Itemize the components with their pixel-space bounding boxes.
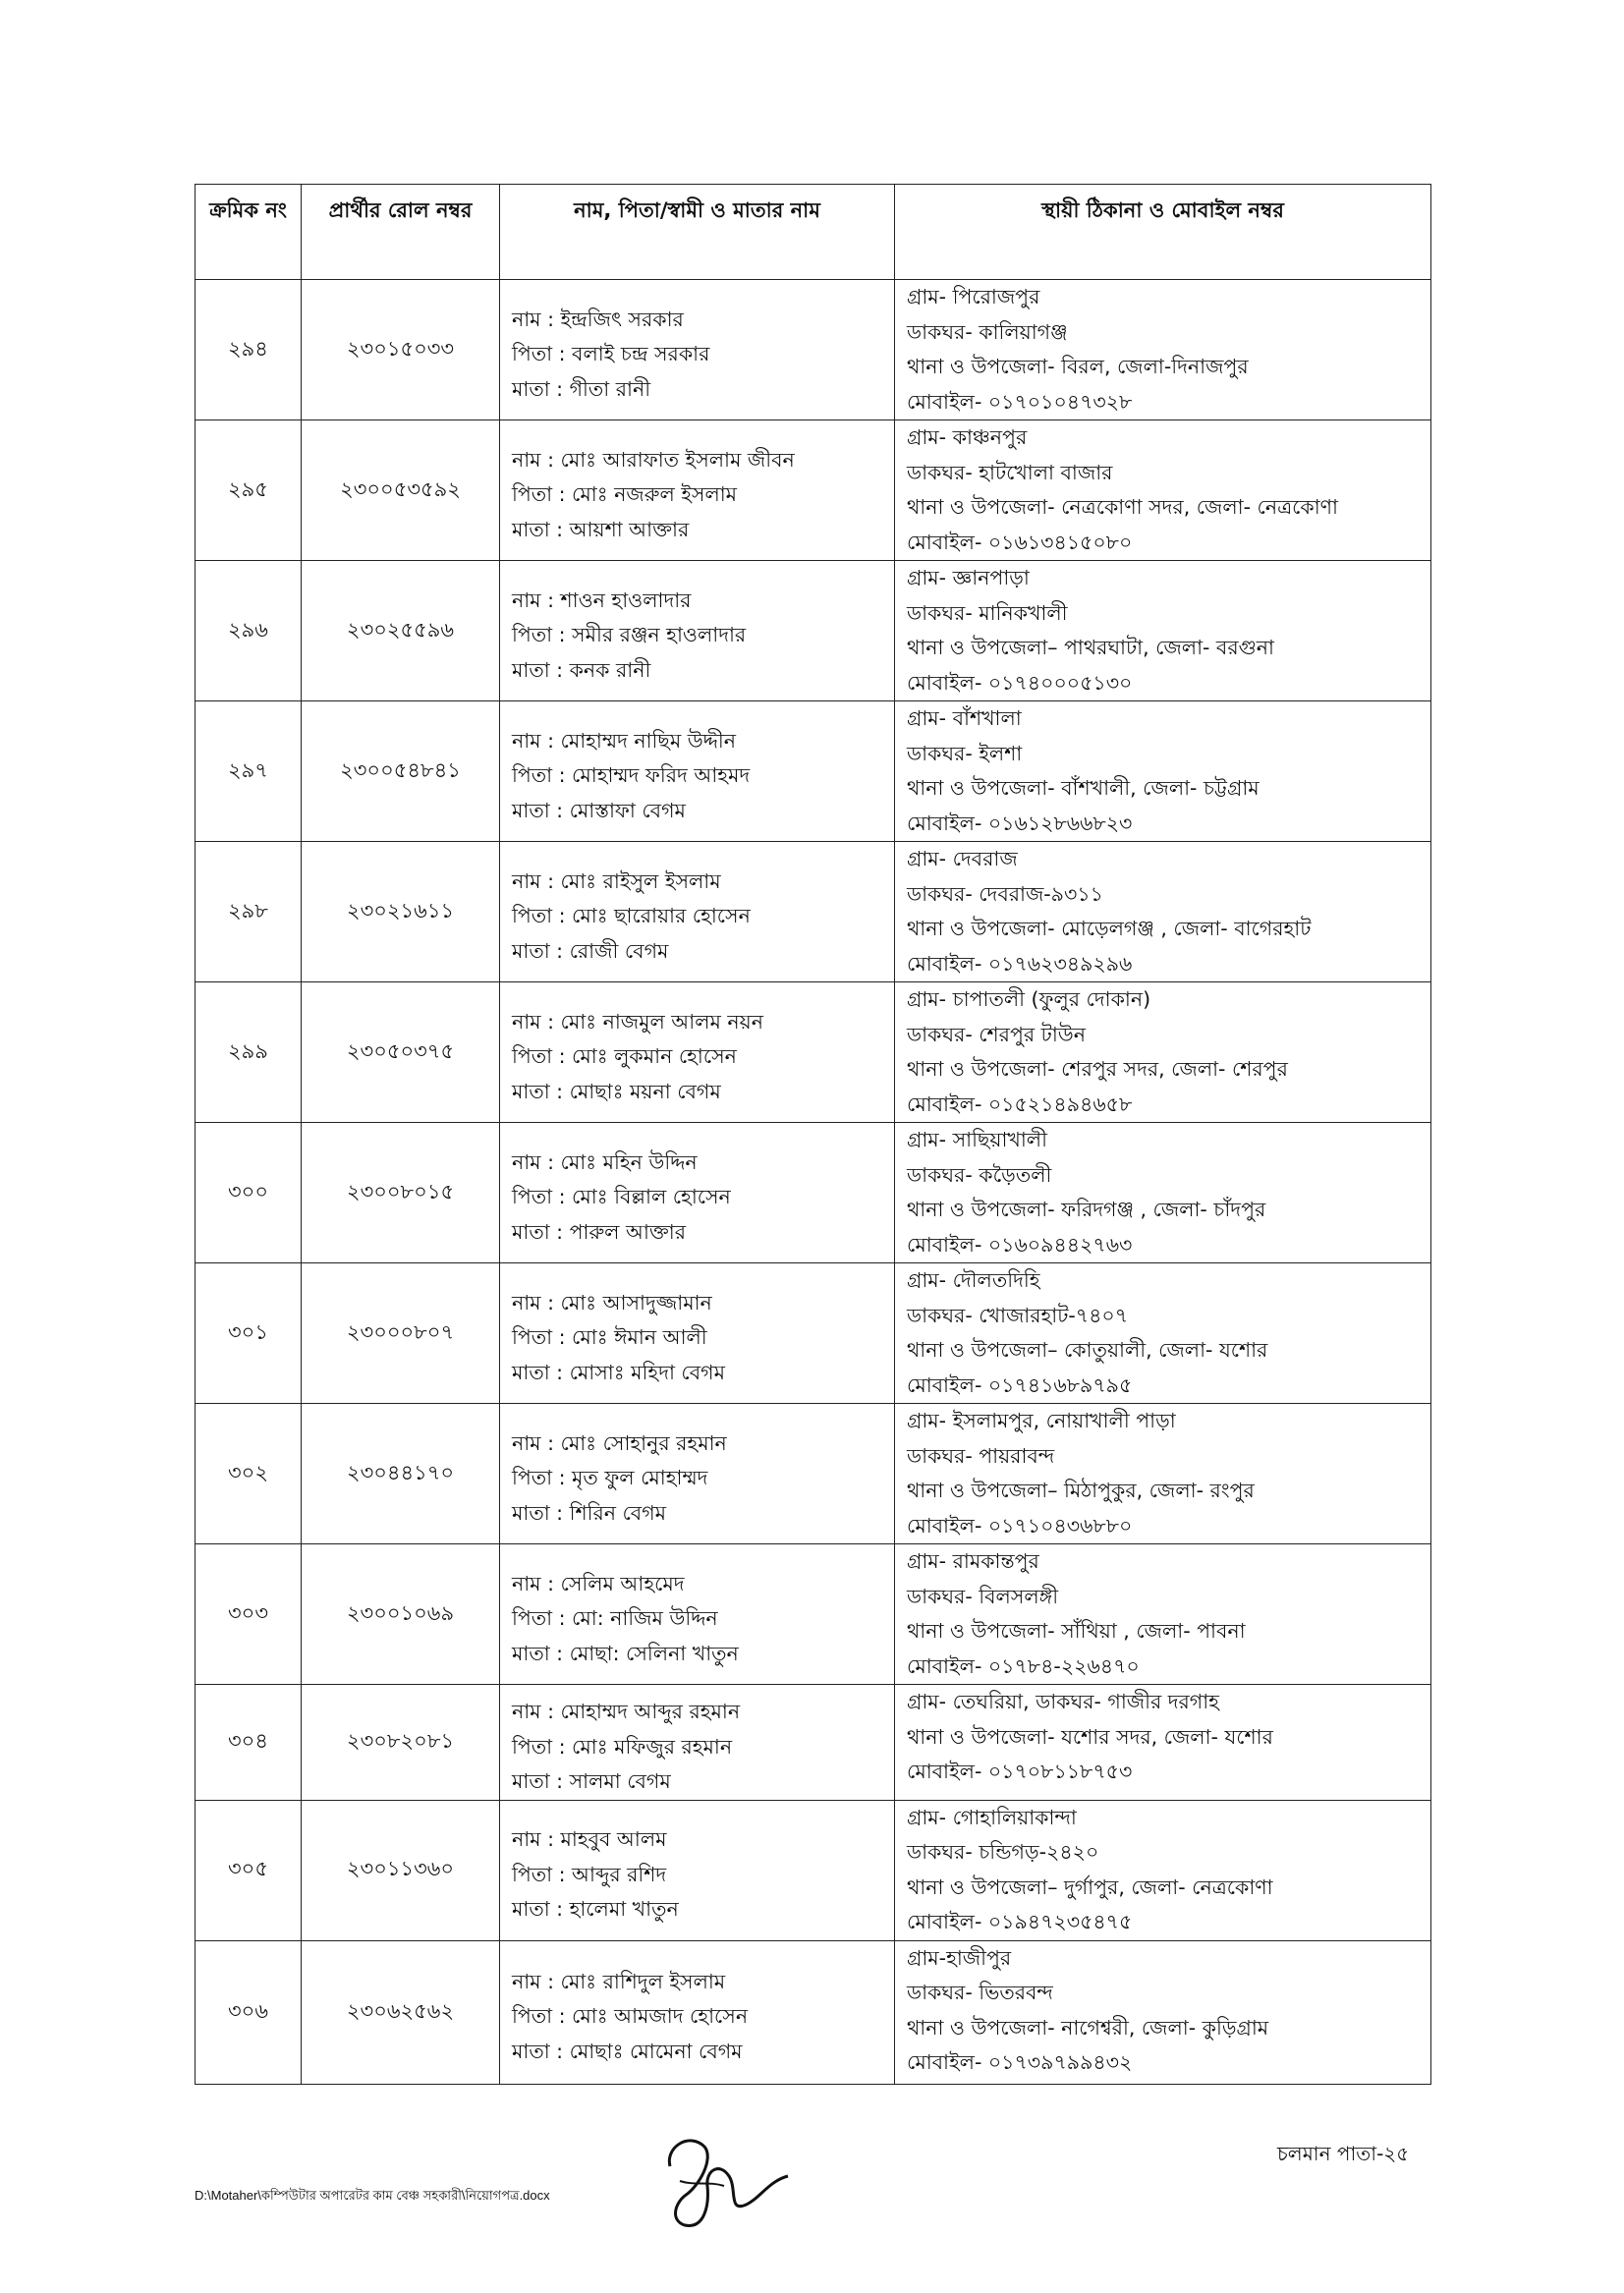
address-post: ডাকঘর- কড়ৈতলী [907, 1162, 1052, 1187]
table-row [196, 280, 1431, 420]
applicant-name: নাম : মোঃ নাজমুল আলম নয়ন [512, 1009, 763, 1034]
name-cell [500, 1544, 895, 1685]
name-cell [500, 701, 895, 842]
mobile-number: মোবাইল- ০১৬১৩৪১৫০৮০ [907, 530, 1133, 554]
address-thana: থানা ও উপজেলা- শেরপুর সদর, জেলা- শেরপুর [907, 1057, 1288, 1081]
mother-name: মাতা : মোস্তাফা বেগম [512, 798, 686, 822]
mother-name: মাতা : কনক রানী [512, 657, 651, 682]
father-name: পিতা : সমীর রঞ্জন হাওলাদার [512, 623, 747, 647]
address-cell [895, 1685, 1431, 1801]
mother-name: মাতা : মোছা: সেলিনা খাতুন [512, 1641, 739, 1665]
father-name: পিতা : আব্দুর রশিদ [512, 1862, 667, 1886]
name-cell [500, 1263, 895, 1404]
roll-number: ২৩০২১৬১১ [302, 842, 500, 982]
roll-number: ২৩০৫০৩৭৫ [302, 982, 500, 1123]
mother-name: মাতা : হালেমা খাতুন [512, 1897, 679, 1922]
address-village: গ্রাম- বাঁশখালা [907, 706, 1022, 730]
applicant-name: নাম : মোঃ আরাফাত ইসলাম জীবন [512, 447, 795, 472]
table-row [196, 1123, 1431, 1263]
mother-name: মাতা : রোজী বেগম [512, 938, 669, 963]
name-cell [500, 1123, 895, 1263]
address-village: গ্রাম- তেঘরিয়া, ডাকঘর- গাজীর দরগাহ [907, 1690, 1219, 1713]
table-row [196, 1544, 1431, 1685]
address-thana: থানা ও উপজেলা- বাঁশখালী, জেলা- চট্টগ্রাম [907, 776, 1260, 800]
address-cell [895, 1263, 1431, 1404]
applicant-name: নাম : মাহবুব আলম [512, 1827, 667, 1852]
roll-number: ২৩০১১৩৬০ [302, 1800, 500, 1940]
address-cell [895, 701, 1431, 842]
address-cell [895, 420, 1431, 561]
address-cell [895, 561, 1431, 701]
address-thana: থানা ও উপজেলা- মোড়েলগঞ্জ , জেলা- বাগেরহাট [907, 917, 1312, 940]
table-row [196, 1800, 1431, 1940]
mobile-number: মোবাইল- ০১৭৩৯৭৯৯৪৩২ [907, 2050, 1133, 2074]
address-post: ডাকঘর- হাটখোলা বাজার [907, 460, 1113, 484]
address-post: ডাকঘর- কালিয়াগঞ্জ [907, 319, 1068, 344]
name-cell [500, 1685, 895, 1801]
mobile-number: মোবাইল- ০১৬১২৮৬৬৮২৩ [907, 811, 1133, 835]
applicant-name: নাম : ইন্দ্রজিৎ সরকার [512, 307, 684, 331]
address-thana: মোবাইল- ০১৭০৮১১৮৭৫৩ [907, 1760, 1133, 1783]
applicant-name: নাম : মোঃ রাশিদুল ইসলাম [512, 1969, 726, 1993]
name-cell [500, 842, 895, 982]
father-name: পিতা : মোঃ ঈমান আলী [512, 1325, 707, 1350]
roll-number: ২৩০০১০৬৯ [302, 1544, 500, 1685]
roll-number: ২৩০০৫৩৫৯২ [302, 420, 500, 561]
header-names: নাম, পিতা/স্বামী ও মাতার নাম [500, 185, 895, 280]
father-name: পিতা : মোহাম্মদ ফরিদ আহমদ [512, 763, 751, 788]
address-thana: থানা ও উপজেলা– মিঠাপুকুর, জেলা- রংপুর [907, 1479, 1255, 1502]
serial-number: ৩০৬ [196, 1940, 302, 2084]
address-thana: থানা ও উপজেলা- নেত্রকোণা সদর, জেলা- নেত্রকোণা [907, 495, 1339, 519]
mother-name: মাতা : পারুল আক্তার [512, 1219, 687, 1244]
table-row [196, 1685, 1431, 1801]
serial-number: ৩০৫ [196, 1800, 302, 1940]
name-cell [500, 1404, 895, 1544]
serial-number: ২৯৭ [196, 701, 302, 842]
table-row [196, 982, 1431, 1123]
address-post: ডাকঘর- দেবরাজ-৯৩১১ [907, 881, 1103, 906]
serial-number: ২৯৮ [196, 842, 302, 982]
address-cell [895, 1404, 1431, 1544]
serial-number: ৩০১ [196, 1263, 302, 1404]
header-roll: প্রার্থীর রোল নম্বর [302, 185, 500, 280]
serial-number: ৩০৩ [196, 1544, 302, 1685]
address-village: গ্রাম- চাপাতলী (ফুলুর দোকান) [907, 987, 1151, 1011]
father-name: পিতা : মোঃ নজরুল ইসলাম [512, 482, 738, 507]
address-thana: থানা ও উপজেলা- নাগেশ্বরী, জেলা- কুড়িগ্রাম [907, 2015, 1269, 2040]
address-cell [895, 982, 1431, 1123]
father-name: পিতা : মোঃ লুকমান হোসেন [512, 1044, 737, 1069]
serial-number: ২৯৪ [196, 280, 302, 420]
roll-number: ২৩০৮২০৮১ [302, 1685, 500, 1801]
mother-name: মাতা : সালমা বেগম [512, 1769, 671, 1793]
mobile-number: মোবাইল- ০১৭৪১৬৮৯৭৯৫ [907, 1372, 1133, 1397]
address-village: গ্রাম- গোহালিয়াকান্দা [907, 1805, 1077, 1829]
address-village: গ্রাম- ইসলামপুর, নোয়াখালী পাড়া [907, 1409, 1176, 1432]
mobile-number: মোবাইল- ০১৭৮৪-২২৬৪৭০ [907, 1653, 1140, 1678]
table-row [196, 1263, 1431, 1404]
father-name: পিতা : বলাই চন্দ্র সরকার [512, 342, 710, 366]
table-row [196, 842, 1431, 982]
mobile-number: মোবাইল- ০১৭১০৪৩৬৮৮০ [907, 1513, 1133, 1538]
name-cell [500, 420, 895, 561]
address-cell [895, 1544, 1431, 1685]
address-thana: থানা ও উপজেলা- বিরল, জেলা-দিনাজপুর [907, 355, 1249, 378]
name-cell [500, 982, 895, 1123]
applicant-name: নাম : সেলিম আহমেদ [512, 1571, 685, 1595]
name-cell [500, 1800, 895, 1940]
roll-number: ২৩০৪৪১৭০ [302, 1404, 500, 1544]
address-village: গ্রাম- দৌলতদিহি [907, 1268, 1040, 1292]
serial-number: ২৯৬ [196, 561, 302, 701]
father-name: পিতা : মোঃ মফিজুর রহমান [512, 1734, 733, 1759]
serial-number: ২৯৫ [196, 420, 302, 561]
address-thana: থানা ও উপজেলা- সাঁথিয়া , জেলা- পাবনা [907, 1619, 1246, 1643]
applicant-name: নাম : মোহাম্মদ নাছিম উদ্দীন [512, 728, 736, 753]
mother-name: মাতা : আয়শা আক্তার [512, 517, 690, 541]
table-row [196, 420, 1431, 561]
address-thana: থানা ও উপজেলা– পাথরঘাটা, জেলা- বরগুনা [907, 636, 1274, 659]
address-cell [895, 1123, 1431, 1263]
address-village: গ্রাম- রামকান্তপুর [907, 1549, 1039, 1573]
address-post: ডাকঘর- ইলশা [907, 741, 1023, 765]
name-cell [500, 280, 895, 420]
father-name: পিতা : মৃত ফুল মোহাম্মদ [512, 1466, 708, 1490]
address-thana: থানা ও উপজেলা– দুর্গাপুর, জেলা- নেত্রকোণা [907, 1874, 1273, 1899]
mobile-number: মোবাইল- ০১৭৪০০০৫১৩০ [907, 670, 1133, 695]
address-village: গ্রাম- কাঞ্চনপুর [907, 425, 1028, 449]
serial-number: ৩০০ [196, 1123, 302, 1263]
applicant-name: নাম : মোঃ রাইসুল ইসলাম [512, 868, 721, 893]
father-name: পিতা : মো: নাজিম উদ্দিন [512, 1606, 718, 1631]
address-cell [895, 280, 1431, 420]
address-post: ডাকঘর- বিলসলঙ্গী [907, 1584, 1059, 1608]
mother-name: মাতা : শিরিন বেগম [512, 1500, 667, 1525]
mobile-number: মোবাইল- ০১৭০১০৪৭৩২৮ [907, 389, 1133, 414]
address-post: থানা ও উপজেলা- যশোর সদর, জেলা- যশোর [907, 1724, 1273, 1749]
table-row [196, 701, 1431, 842]
name-cell [500, 1940, 895, 2084]
address-post: ডাকঘর- খোজারহাট-৭৪০৭ [907, 1303, 1129, 1327]
roll-number: ২৩০০০৮০৭ [302, 1263, 500, 1404]
header-serial: ক্রমিক নং [196, 185, 302, 280]
father-name: পিতা : মোঃ ছারোয়ার হোসেন [512, 904, 751, 928]
mother-name: মাতা : মোসাঃ মহিদা বেগম [512, 1360, 725, 1384]
roll-number: ২৩০৬২৫৬২ [302, 1940, 500, 2084]
applicant-name: নাম : মোঃ সোহানুর রহমান [512, 1430, 727, 1455]
father-name: পিতা : মোঃ আমজাদ হোসেন [512, 2004, 749, 2029]
father-name: পিতা : মোঃ বিল্লাল হোসেন [512, 1185, 731, 1209]
address-post: ডাকঘর- চন্ডিগড়-২৪২০ [907, 1840, 1099, 1864]
name-cell [500, 561, 895, 701]
address-village: গ্রাম- সাছিয়াখালী [907, 1128, 1047, 1151]
mobile-number: মোবাইল- ০১৯৪৭২৩৫৪৭৫ [907, 1910, 1133, 1933]
file-path: D:\Motaher\কম্পিউটার অপারেটর কাম বেঞ্চ সহকারী\নিয়োগপত্র.docx [195, 2188, 550, 2203]
address-post: ডাকঘর- শেরপুর টাউন [907, 1022, 1086, 1046]
address-cell [895, 1940, 1431, 2084]
address-post: ডাকঘর- ভিতরবন্দ [907, 1981, 1053, 2004]
table-header-row [196, 185, 1431, 280]
roll-number: ২৩০১৫০৩৩ [302, 280, 500, 420]
mobile-number: মোবাইল- ০১৬০৯৪৪২৭৬৩ [907, 1232, 1133, 1257]
header-address: স্থায়ী ঠিকানা ও মোবাইল নম্বর [895, 185, 1431, 280]
page-continuation-label: চলমান পাতা-২৫ [1277, 2142, 1410, 2165]
mobile-number: মোবাইল- ০১৭৬২৩৪৯২৯৬ [907, 951, 1133, 976]
address-cell [895, 842, 1431, 982]
table-row [196, 1940, 1431, 2084]
address-village: গ্রাম- জ্ঞানপাড়া [907, 566, 1030, 589]
address-village: গ্রাম-হাজীপুর [907, 1945, 1012, 1970]
signature [650, 2127, 798, 2235]
mobile-number: মোবাইল- ০১৫২১৪৯৪৬৫৮ [907, 1091, 1133, 1116]
roll-number: ২৩০০৫৪৮৪১ [302, 701, 500, 842]
serial-number: ২৯৯ [196, 982, 302, 1123]
mother-name: মাতা : মোছাঃ মোমেনা বেগম [512, 2039, 743, 2063]
serial-number: ৩০২ [196, 1404, 302, 1544]
roll-number: ২৩০২৫৫৯৬ [302, 561, 500, 701]
roll-number: ২৩০০৮০১৫ [302, 1123, 500, 1263]
applicant-name: নাম : মোহাম্মদ আব্দুর রহমান [512, 1700, 741, 1723]
applicant-name: নাম : মোঃ মহিন উদ্দিন [512, 1149, 698, 1174]
address-village: গ্রাম- পিরোজপুর [907, 285, 1040, 308]
address-village: গ্রাম- দেবরাজ [907, 847, 1018, 870]
mother-name: মাতা : গীতা রানী [512, 376, 651, 401]
address-post: ডাকঘর- মানিকখালী [907, 600, 1068, 625]
address-post: ডাকঘর- পায়রাবন্দ [907, 1443, 1055, 1468]
applicant-name: নাম : শাওন হাওলাদার [512, 587, 692, 612]
table-row [196, 561, 1431, 701]
mother-name: মাতা : মোছাঃ ময়না বেগম [512, 1079, 721, 1103]
address-cell [895, 1800, 1431, 1940]
address-thana: থানা ও উপজেলা- ফরিদগঞ্জ , জেলা- চাঁদপুর [907, 1198, 1266, 1221]
serial-number: ৩০৪ [196, 1685, 302, 1801]
table-row [196, 1404, 1431, 1544]
applicant-name: নাম : মোঃ আসাদুজ্জামান [512, 1290, 712, 1314]
address-thana: থানা ও উপজেলা– কোতুয়ালী, জেলা- যশোর [907, 1338, 1268, 1362]
applicant-table [195, 184, 1431, 2085]
